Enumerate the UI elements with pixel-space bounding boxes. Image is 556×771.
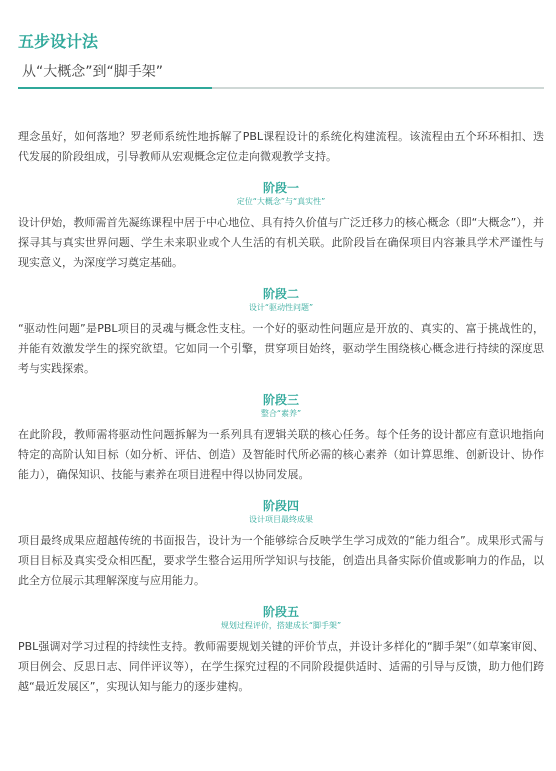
section-title: 五步设计法 [18,32,99,51]
header-divider [18,87,544,89]
stage-heading [18,287,544,313]
stage-name: 阶段四 [262,499,299,513]
stage-1 [18,181,544,273]
stage-subtitle: 整合“素养” [260,409,302,418]
stage-name: 阶段二 [262,287,299,301]
stage-subtitle: 规划过程评价，搭建成长“脚手架” [220,621,342,630]
stage-heading [18,181,544,207]
stage-3 [18,393,544,485]
intro-paragraph: 理念虽好，如何落地？罗老师系统性地拆解了PBL课程设计的系统化构建流程。该流程由五个环环相扣、迭代发展的阶段组成，引导教师从宏观概念定位走向微观教学支持。 [18,130,544,163]
stage-subtitle: 定位“大概念”与“真实性” [236,197,326,206]
stage-subtitle: 设计“驱动性问题” [248,303,314,312]
stage-body: 项目最终成果应超越传统的书面报告，设计为一个能够综合反映学生学习成效的“能力组合”。成果形式需与项目目标及真实受众相匹配，要求学生整合运用所学知识与技能，创造出具备实际价值或影响力的作品，以此全方位展示其理解深度与应用能力。 [18,534,544,587]
stage-body: 在此阶段，教师需将驱动性问题拆解为一系列具有逻辑关联的核心任务。每个任务的设计都应有意识地指向特定的高阶认知目标（如分析、评估、创造）及智能时代所必需的核心素养（如计算思维、创新设计、协作能力），确保知识、技能与素养在项目进程中得以协同发展。 [18,428,544,481]
stage-2 [18,287,544,379]
stage-body: PBL强调对学习过程的持续性支持。教师需要规划关键的评价节点，并设计多样化的“脚手架”（如草案审阅、项目例会、反思日志、同伴评议等），在学生探究过程的不同阶段提供适时、适需的引导与反馈，助力他们跨越“最近发展区”，实现认知与能力的逐步建构。 [18,640,544,693]
header-divider-accent [18,87,212,89]
stage-name: 阶段五 [262,605,299,619]
stage-subtitle: 设计项目最终成果 [249,515,313,524]
stage-heading [18,393,544,419]
stage-heading [18,605,544,631]
section-subtitle: 从“大概念”到“脚手架” [22,64,164,80]
section-header [18,0,544,89]
stage-heading [18,499,544,525]
stage-name: 阶段一 [262,181,299,195]
stage-4 [18,499,544,591]
stage-body: “驱动性问题”是PBL项目的灵魂与概念性支柱。一个好的驱动性问题应是开放的、真实的、富于挑战性的，并能有效激发学生的探究欲望。它如同一个引擎，贯穿项目始终，驱动学生围绕核心概念进行持续的深度思考与实践探索。 [18,322,544,375]
stage-5 [18,605,544,697]
stage-body: 设计伊始，教师需首先凝练课程中居于中心地位、具有持久价值与广泛迁移力的核心概念（即“大概念”），并探寻其与真实世界问题、学生未来职业或个人生活的有机关联。此阶段旨在确保项目内容兼具学术严谨性与现实意义，为深度学习奠定基础。 [18,216,544,269]
stage-name: 阶段三 [262,393,299,407]
